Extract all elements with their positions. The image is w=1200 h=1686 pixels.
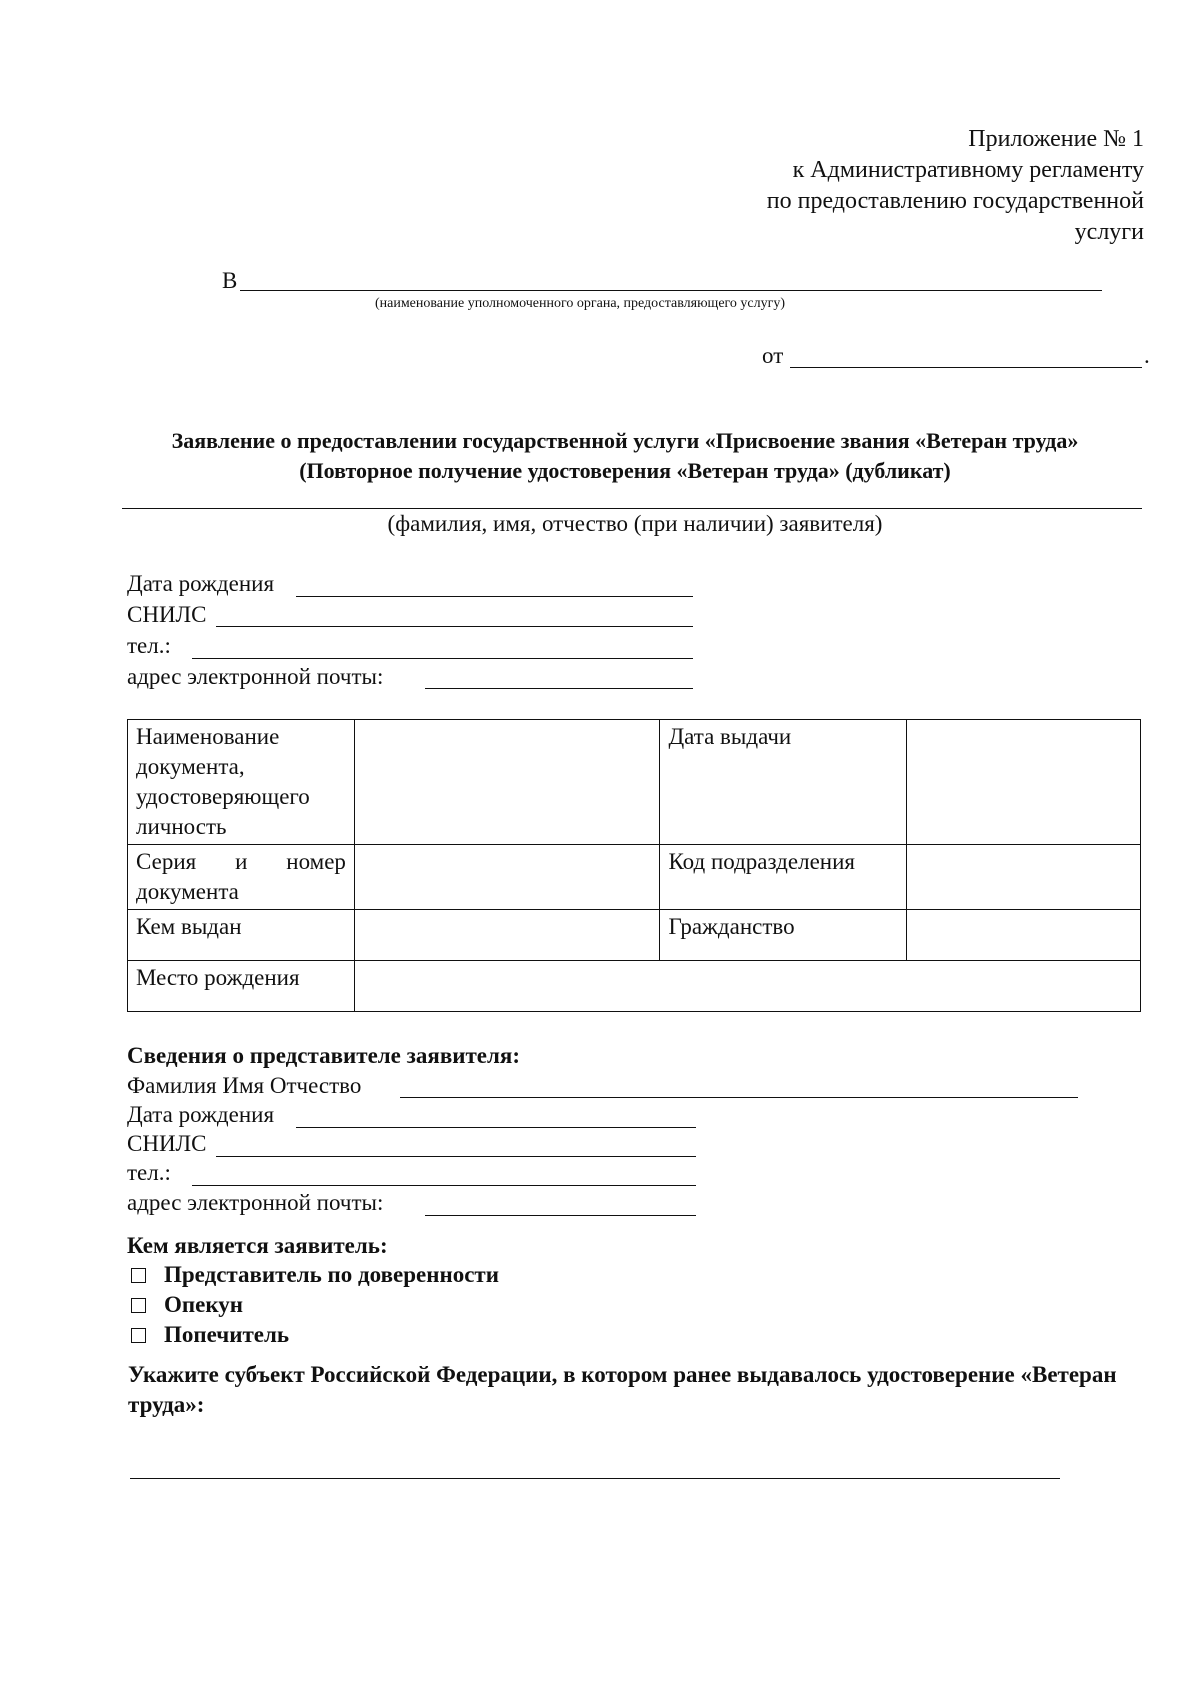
rep-fio-label: Фамилия Имя Отчество bbox=[127, 1073, 362, 1098]
to-prefix: В bbox=[222, 268, 238, 293]
rep-email-label: адрес электронной почты: bbox=[127, 1190, 384, 1215]
subject-field[interactable] bbox=[130, 1458, 1060, 1479]
series-number-label bbox=[128, 845, 355, 910]
phone-field[interactable] bbox=[192, 636, 693, 659]
rep-phone-field[interactable] bbox=[192, 1163, 696, 1186]
rep-phone-label: тел.: bbox=[127, 1160, 171, 1185]
role-option-label: Опекун bbox=[164, 1292, 244, 1317]
authority-caption: (наименование уполномоченного органа, предоставляющего услугу) bbox=[374, 296, 786, 311]
appendix-line: услуги bbox=[1074, 219, 1144, 245]
rep-snils-field[interactable] bbox=[216, 1134, 696, 1157]
snils-field[interactable] bbox=[216, 604, 693, 627]
series-word-1: Серия bbox=[136, 849, 197, 874]
rep-fio-field[interactable] bbox=[400, 1075, 1078, 1098]
issue-date-label: Дата выдачи bbox=[660, 720, 907, 845]
table-row bbox=[128, 720, 1141, 845]
id-document-label: Наименование документа, удостоверяющего личность bbox=[128, 720, 355, 845]
birth-date-field[interactable] bbox=[296, 574, 693, 597]
title-line-2: (Повторное получение удостоверения «Ветеран труда» (дубликат) bbox=[299, 458, 951, 483]
appendix-line: по предоставлению государственной bbox=[766, 188, 1144, 214]
identity-document-table bbox=[127, 719, 1141, 1012]
rep-snils-label: СНИЛС bbox=[127, 1131, 207, 1156]
department-code-label: Код подразделения bbox=[660, 845, 907, 910]
table-row bbox=[128, 845, 1141, 910]
rep-email-field[interactable] bbox=[425, 1193, 696, 1216]
email-label: адрес электронной почты: bbox=[127, 664, 384, 689]
checkbox[interactable] bbox=[131, 1298, 146, 1313]
role-option-label: Представитель по доверенности bbox=[164, 1262, 499, 1287]
appendix-line: Приложение № 1 bbox=[968, 126, 1144, 152]
applicant-role-heading: Кем является заявитель: bbox=[127, 1233, 388, 1258]
applicant-name-field[interactable] bbox=[122, 488, 1142, 509]
from-suffix: . bbox=[1144, 343, 1150, 368]
phone-label: тел.: bbox=[127, 633, 171, 658]
id-document-value[interactable] bbox=[354, 720, 660, 845]
table-row bbox=[128, 910, 1141, 961]
application-title bbox=[110, 426, 1140, 486]
checkbox[interactable] bbox=[131, 1268, 146, 1283]
title-line-1: Заявление о предоставлении государственной услуги «Присвоение звания «Ветеран труда» bbox=[171, 428, 1079, 453]
representative-heading: Сведения о представителе заявителя: bbox=[127, 1043, 521, 1068]
rep-birth-date-label: Дата рождения bbox=[127, 1102, 275, 1127]
issue-date-value[interactable] bbox=[907, 720, 1141, 845]
authority-field[interactable] bbox=[240, 268, 1102, 291]
checkbox[interactable] bbox=[131, 1328, 146, 1343]
series-word-4: документа bbox=[136, 879, 239, 904]
appendix-line: к Административному регламенту bbox=[792, 157, 1144, 183]
from-prefix: от bbox=[762, 343, 784, 368]
issued-by-label: Кем выдан bbox=[128, 910, 355, 961]
role-option-label: Попечитель bbox=[164, 1322, 290, 1347]
role-option-trustee[interactable] bbox=[127, 1322, 289, 1348]
role-option-proxy[interactable] bbox=[127, 1262, 499, 1288]
citizenship-label: Гражданство bbox=[660, 910, 907, 961]
issued-by-value[interactable] bbox=[354, 910, 660, 961]
applicant-name-caption: (фамилия, имя, отчество (при наличии) заявителя) bbox=[387, 511, 883, 536]
role-option-guardian[interactable] bbox=[127, 1292, 243, 1318]
birthplace-label: Место рождения bbox=[128, 961, 355, 1012]
birth-date-label: Дата рождения bbox=[127, 571, 275, 596]
email-field[interactable] bbox=[425, 666, 693, 689]
series-word-2: и bbox=[235, 849, 248, 874]
snils-label: СНИЛС bbox=[127, 602, 207, 627]
table-row bbox=[128, 961, 1141, 1012]
from-field[interactable] bbox=[790, 345, 1142, 368]
citizenship-value[interactable] bbox=[907, 910, 1141, 961]
rep-birth-date-field[interactable] bbox=[296, 1105, 696, 1128]
series-word-3: номер bbox=[286, 849, 346, 874]
series-number-value[interactable] bbox=[354, 845, 660, 910]
appendix-reference bbox=[624, 124, 1144, 248]
birthplace-value[interactable] bbox=[354, 961, 1140, 1012]
department-code-value[interactable] bbox=[907, 845, 1141, 910]
subject-question: Укажите субъект Российской Федерации, в котором ранее выдавалось удостоверение «Ветеран труда»: bbox=[128, 1362, 1117, 1417]
